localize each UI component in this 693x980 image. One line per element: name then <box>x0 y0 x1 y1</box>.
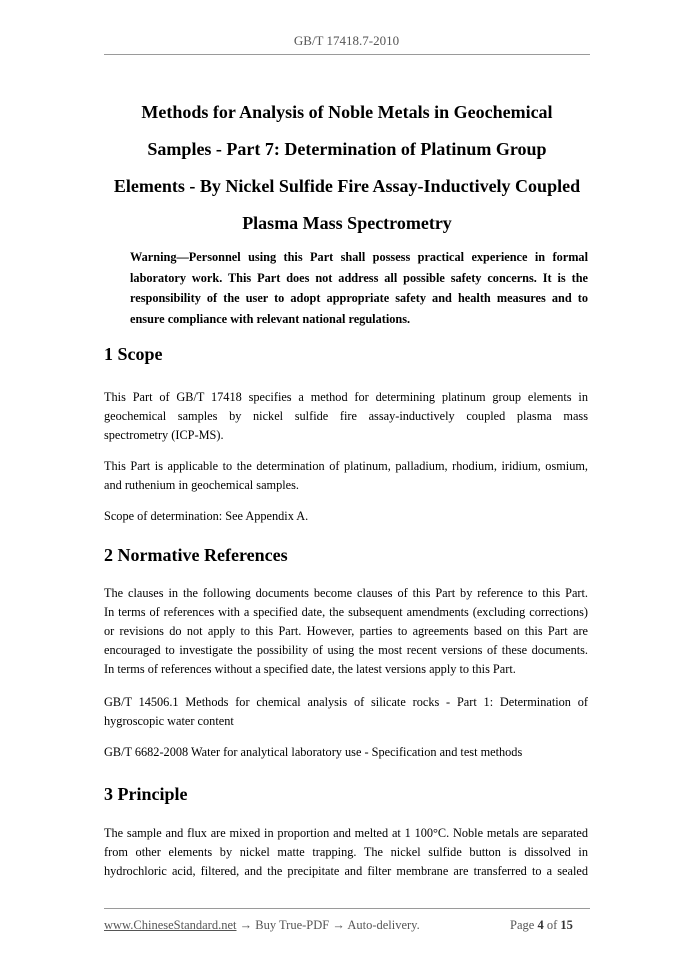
paragraph-line: GB/T 14506.1 Methods for chemical analysis of silicate rocks - Part 1: Determination of <box>104 695 588 709</box>
paragraph-line: This Part is applicable to the determination of platinum, palladium, rhodium, iridium, osmium, <box>104 459 588 473</box>
principle-paragraph <box>104 824 588 881</box>
page-label: Page <box>510 918 535 932</box>
title-line: Plasma Mass Spectrometry <box>242 213 452 233</box>
paragraph-line: or revisions do not apply to this Part. However, parties to agreements based on this Part are <box>104 624 588 638</box>
paragraph-line: Scope of determination: See Appendix A. <box>104 509 309 523</box>
page-of-label: of <box>546 918 558 932</box>
page-total: 15 <box>560 918 573 932</box>
page-indicator <box>510 918 573 933</box>
reference-entry <box>104 743 588 762</box>
references-paragraph <box>104 584 588 679</box>
warning-notice <box>130 247 588 329</box>
paragraph-line: encouraged to investigate the possibility of using the most recent versions of these documents. <box>104 643 588 657</box>
buy-pdf-link[interactable]: Buy True-PDF <box>255 918 330 932</box>
warning-line: responsibility of the user to adopt appropriate safety and health measures and to <box>130 291 588 305</box>
footer-divider <box>104 908 590 909</box>
arrow-icon: → <box>239 918 253 932</box>
paragraph-line: hygroscopic water content <box>104 714 234 728</box>
warning-line: Warning—Personnel using this Part shall possess practical experience in formal <box>130 250 588 264</box>
header-standard-code: GB/T 17418.7-2010 <box>293 33 400 48</box>
paragraph-line: geochemical samples by nickel sulfide fire assay-inductively coupled plasma mass <box>104 409 588 423</box>
paragraph-line: and ruthenium in geochemical samples. <box>104 478 299 492</box>
section-heading-normative-references: 2 Normative References <box>104 545 288 565</box>
section-heading-principle: 3 Principle <box>104 784 188 804</box>
scope-paragraph <box>104 507 588 526</box>
paragraph-line: hydrochloric acid, filtered, and the precipitate and filter membrane are transferred to a sealed <box>104 864 588 878</box>
paragraph-line: GB/T 6682-2008 Water for analytical laboratory use - Specification and test methods <box>104 745 523 759</box>
footer-links <box>104 918 420 933</box>
site-link[interactable]: www.ChineseStandard.net <box>104 918 237 932</box>
arrow-icon: → <box>332 918 345 932</box>
paragraph-line: In terms of references without a specified date, the latest versions apply to this Part. <box>104 662 516 676</box>
scope-paragraph <box>104 388 588 445</box>
paragraph-line: The clauses in the following documents become clauses of this Part by reference to this Part. <box>104 586 588 600</box>
reference-entry <box>104 693 588 731</box>
title-line: Methods for Analysis of Noble Metals in Geochemical <box>141 102 553 122</box>
section-heading-scope: 1 Scope <box>104 344 163 364</box>
title-line: Samples - Part 7: Determination of Platinum Group <box>147 139 547 159</box>
auto-delivery-text: Auto-delivery. <box>347 918 420 932</box>
warning-line: laboratory work. This Part does not address all possible safety concerns. It is the <box>130 270 588 285</box>
warning-line: ensure compliance with relevant national regulations. <box>130 311 411 326</box>
paragraph-line: In terms of references with a specified date, the subsequent amendments (excluding corrections) <box>104 605 588 619</box>
paragraph-line: The sample and flux are mixed in proportion and melted at 1 100°C. Noble metals are separated <box>104 826 588 840</box>
paragraph-line: from other elements by nickel matte trapping. The nickel sulfide button is dissolved in <box>104 845 588 859</box>
header-divider <box>104 54 590 55</box>
title-line: Elements - By Nickel Sulfide Fire Assay-Inductively Coupled <box>113 176 581 196</box>
paragraph-line: spectrometry (ICP-MS). <box>104 428 224 442</box>
scope-paragraph <box>104 457 588 495</box>
paragraph-line: This Part of GB/T 17418 specifies a method for determining platinum group elements in <box>104 390 588 404</box>
page-current: 4 <box>537 918 544 932</box>
document-title <box>100 94 594 242</box>
